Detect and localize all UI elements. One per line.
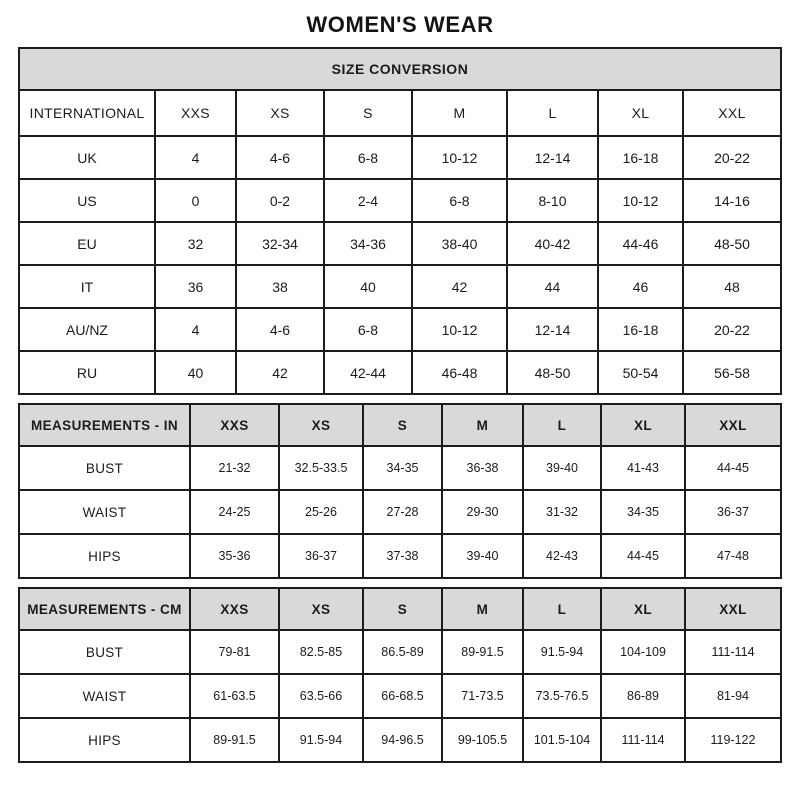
value-cell: 4 [155, 136, 236, 179]
column-header: XXS [155, 90, 236, 136]
table-row [19, 446, 781, 490]
table-row [19, 674, 781, 718]
value-cell: 71-73.5 [442, 674, 523, 718]
value-cell: 48 [683, 265, 781, 308]
value-cell: 36-38 [442, 446, 523, 490]
value-cell: 111-114 [601, 718, 685, 762]
table-row [19, 630, 781, 674]
table-row [19, 265, 781, 308]
value-cell: 32.5-33.5 [279, 446, 363, 490]
column-header: XS [279, 588, 363, 630]
value-cell: 61-63.5 [190, 674, 279, 718]
value-cell: 24-25 [190, 490, 279, 534]
value-cell: 6-8 [412, 179, 507, 222]
value-cell: 32-34 [236, 222, 324, 265]
value-cell: 46 [598, 265, 683, 308]
column-header: XS [279, 404, 363, 446]
value-cell: 34-35 [363, 446, 442, 490]
value-cell: 6-8 [324, 136, 412, 179]
row-label: EU [19, 222, 155, 265]
value-cell: 29-30 [442, 490, 523, 534]
value-cell: 40-42 [507, 222, 598, 265]
measurements-cm-table [18, 587, 782, 763]
value-cell: 36-37 [685, 490, 781, 534]
table-header-row [19, 404, 781, 446]
table-row [19, 136, 781, 179]
value-cell: 111-114 [685, 630, 781, 674]
row-label: UK [19, 136, 155, 179]
value-cell: 91.5-94 [279, 718, 363, 762]
row-label: RU [19, 351, 155, 394]
value-cell: 20-22 [683, 308, 781, 351]
column-header: M [412, 90, 507, 136]
value-cell: 27-28 [363, 490, 442, 534]
column-header: XL [601, 404, 685, 446]
value-cell: 14-16 [683, 179, 781, 222]
column-header: XXS [190, 404, 279, 446]
size-conversion-table [18, 47, 782, 395]
size-conversion-banner: SIZE CONVERSION [19, 48, 781, 90]
value-cell: 79-81 [190, 630, 279, 674]
table-row [19, 308, 781, 351]
table-row [19, 490, 781, 534]
row-label: WAIST [19, 490, 190, 534]
value-cell: 89-91.5 [442, 630, 523, 674]
value-cell: 36 [155, 265, 236, 308]
value-cell: 21-32 [190, 446, 279, 490]
value-cell: 94-96.5 [363, 718, 442, 762]
value-cell: 12-14 [507, 308, 598, 351]
value-cell: 44-46 [598, 222, 683, 265]
measurements-in-table [18, 403, 782, 579]
value-cell: 56-58 [683, 351, 781, 394]
row-label: BUST [19, 630, 190, 674]
value-cell: 86.5-89 [363, 630, 442, 674]
value-cell: 4-6 [236, 308, 324, 351]
column-header: M [442, 404, 523, 446]
value-cell: 42 [236, 351, 324, 394]
value-cell: 99-105.5 [442, 718, 523, 762]
table-row [19, 534, 781, 578]
value-cell: 66-68.5 [363, 674, 442, 718]
column-header: L [523, 588, 601, 630]
table-row [19, 179, 781, 222]
value-cell: 39-40 [523, 446, 601, 490]
column-header: XXS [190, 588, 279, 630]
column-header: S [363, 588, 442, 630]
value-cell: 10-12 [412, 308, 507, 351]
value-cell: 40 [155, 351, 236, 394]
value-cell: 46-48 [412, 351, 507, 394]
value-cell: 38 [236, 265, 324, 308]
value-cell: 36-37 [279, 534, 363, 578]
table-row [19, 222, 781, 265]
table-row [19, 351, 781, 394]
value-cell: 42-43 [523, 534, 601, 578]
row-label-column-header: MEASUREMENTS - CM [19, 588, 190, 630]
value-cell: 38-40 [412, 222, 507, 265]
value-cell: 10-12 [598, 179, 683, 222]
column-header: XXL [685, 404, 781, 446]
value-cell: 34-36 [324, 222, 412, 265]
value-cell: 4-6 [236, 136, 324, 179]
value-cell: 44 [507, 265, 598, 308]
value-cell: 44-45 [601, 534, 685, 578]
table-row [19, 718, 781, 762]
value-cell: 48-50 [507, 351, 598, 394]
value-cell: 42-44 [324, 351, 412, 394]
column-header: XL [598, 90, 683, 136]
value-cell: 10-12 [412, 136, 507, 179]
value-cell: 104-109 [601, 630, 685, 674]
table-header-row [19, 588, 781, 630]
value-cell: 6-8 [324, 308, 412, 351]
value-cell: 12-14 [507, 136, 598, 179]
value-cell: 81-94 [685, 674, 781, 718]
value-cell: 73.5-76.5 [523, 674, 601, 718]
value-cell: 34-35 [601, 490, 685, 534]
value-cell: 42 [412, 265, 507, 308]
table-header-row [19, 90, 781, 136]
column-header: S [324, 90, 412, 136]
value-cell: 50-54 [598, 351, 683, 394]
table-body [19, 136, 781, 394]
value-cell: 41-43 [601, 446, 685, 490]
table-body [19, 446, 781, 578]
table-body [19, 630, 781, 762]
value-cell: 35-36 [190, 534, 279, 578]
banner-row [19, 48, 781, 90]
value-cell: 101.5-104 [523, 718, 601, 762]
row-label: BUST [19, 446, 190, 490]
column-header: XXL [683, 90, 781, 136]
value-cell: 39-40 [442, 534, 523, 578]
value-cell: 16-18 [598, 308, 683, 351]
value-cell: 89-91.5 [190, 718, 279, 762]
column-header: L [507, 90, 598, 136]
value-cell: 40 [324, 265, 412, 308]
column-header: M [442, 588, 523, 630]
value-cell: 48-50 [683, 222, 781, 265]
value-cell: 8-10 [507, 179, 598, 222]
column-header: L [523, 404, 601, 446]
row-label: AU/NZ [19, 308, 155, 351]
column-header: XXL [685, 588, 781, 630]
value-cell: 63.5-66 [279, 674, 363, 718]
value-cell: 31-32 [523, 490, 601, 534]
page-title: WOMEN'S WEAR [306, 12, 494, 37]
row-label: IT [19, 265, 155, 308]
value-cell: 119-122 [685, 718, 781, 762]
value-cell: 86-89 [601, 674, 685, 718]
value-cell: 2-4 [324, 179, 412, 222]
value-cell: 20-22 [683, 136, 781, 179]
row-label-column-header: MEASUREMENTS - IN [19, 404, 190, 446]
row-label: HIPS [19, 718, 190, 762]
column-header: XS [236, 90, 324, 136]
value-cell: 0-2 [236, 179, 324, 222]
value-cell: 47-48 [685, 534, 781, 578]
row-label: US [19, 179, 155, 222]
column-header: S [363, 404, 442, 446]
row-label: WAIST [19, 674, 190, 718]
value-cell: 0 [155, 179, 236, 222]
value-cell: 37-38 [363, 534, 442, 578]
value-cell: 91.5-94 [523, 630, 601, 674]
column-header: XL [601, 588, 685, 630]
row-label-column-header: INTERNATIONAL [19, 90, 155, 136]
value-cell: 44-45 [685, 446, 781, 490]
value-cell: 4 [155, 308, 236, 351]
value-cell: 82.5-85 [279, 630, 363, 674]
value-cell: 16-18 [598, 136, 683, 179]
value-cell: 25-26 [279, 490, 363, 534]
row-label: HIPS [19, 534, 190, 578]
value-cell: 32 [155, 222, 236, 265]
